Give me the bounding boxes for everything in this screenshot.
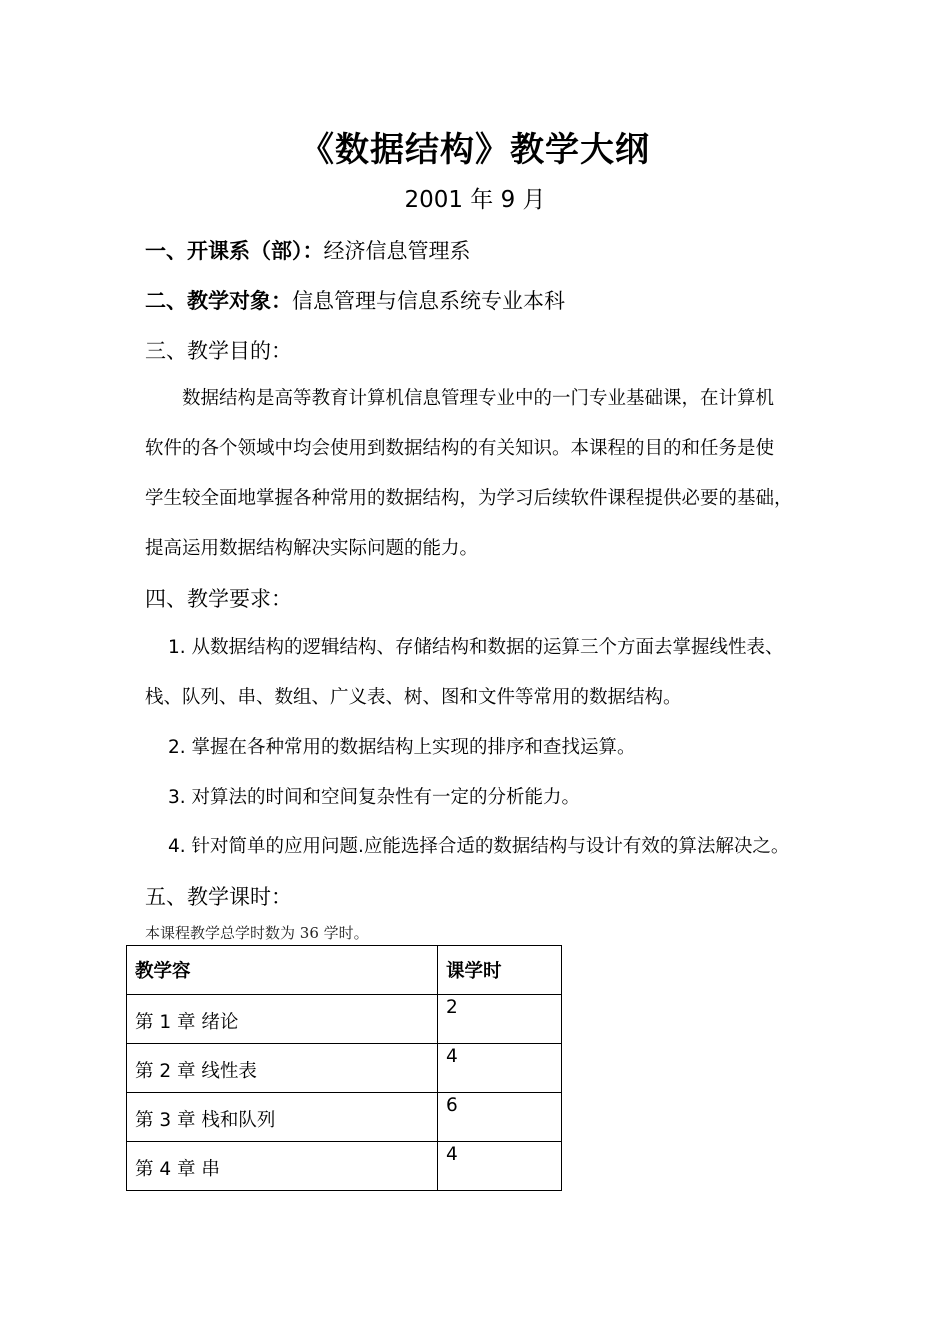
section-heading: 四、教学要求： [145,587,292,611]
table-row [127,1093,562,1142]
table-header-row [127,946,562,995]
section-value: 信息管理与信息系统专业本科 [292,289,565,313]
paragraph-line: 学生较全面地掌握各种常用的数据结构，为学习后续软件课程提供必要的基础， [145,488,793,509]
table-header-cell: 课学时 [438,946,562,995]
table-cell: 第 1 章 绪论 [127,995,438,1044]
table-cell: 4 [438,1142,562,1191]
section-label: 一、开课系（部）： [145,239,324,263]
section-department [145,236,471,266]
section-audience [145,286,565,316]
requirement-item: 2. 掌握在各种常用的数据结构上实现的排序和查找运算。 [168,737,636,758]
section-label: 二、教学对象： [145,289,292,313]
requirement-item: 1. 从数据结构的逻辑结构、存储结构和数据的运算三个方面去掌握线性表、 [168,637,784,658]
table-cell: 2 [438,995,562,1044]
hours-note: 本课程教学总学时数为 36 学时。 [145,924,369,942]
table-header-cell: 教学容 [127,946,438,995]
hours-table [126,945,562,1191]
paragraph-line: 数据结构是高等教育计算机信息管理专业中的一门专业基础课，在计算机 [182,388,775,409]
section-heading: 五、教学课时： [145,885,292,909]
table-cell: 6 [438,1093,562,1142]
table-cell: 第 4 章 串 [127,1142,438,1191]
table-cell: 4 [438,1044,562,1093]
table-row [127,1044,562,1093]
section-value: 经济信息管理系 [323,239,471,263]
requirement-item: 3. 对算法的时间和空间复杂性有一定的分析能力。 [168,787,581,808]
paragraph-line: 提高运用数据结构解决实际问题的能力。 [145,538,479,559]
document-date: 2001 年 9 月 [404,187,546,213]
table-row [127,1142,562,1191]
requirement-item: 栈、队列、串、数组、广义表、树、图和文件等常用的数据结构。 [145,687,682,708]
table-cell: 第 3 章 栈和队列 [127,1093,438,1142]
table-cell: 第 2 章 线性表 [127,1044,438,1093]
paragraph-line: 软件的各个领域中均会使用到数据结构的有关知识。本课程的目的和任务是使 [145,438,775,459]
section-heading: 三、教学目的： [145,339,292,363]
requirement-item: 4. 针对简单的应用问题.应能选择合适的数据结构与设计有效的算法解决之。 [168,836,790,857]
table-row [127,995,562,1044]
document-title: 《数据结构》教学大纲 [300,130,650,170]
